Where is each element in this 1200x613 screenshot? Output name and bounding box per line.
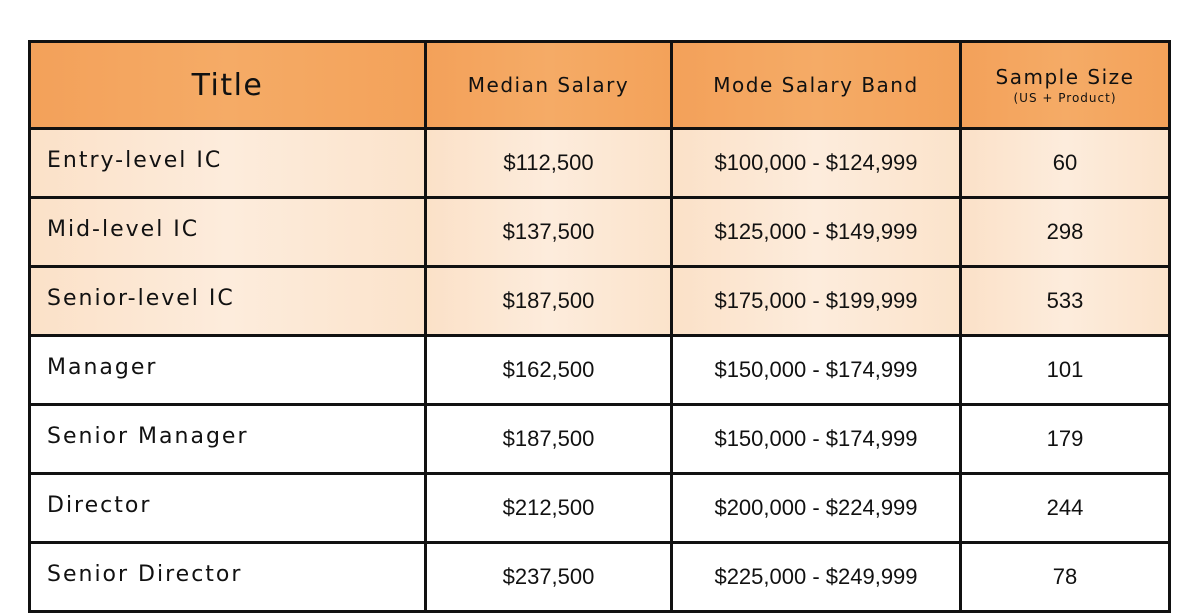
cell-title: Entry-level IC — [30, 129, 426, 198]
header-median-salary: Median Salary — [426, 42, 672, 129]
cell-title: Senior Director — [30, 543, 426, 612]
cell-mode-salary-band: $125,000 - $149,999 — [672, 198, 961, 267]
table-row — [30, 198, 1170, 267]
cell-mode-salary-band: $225,000 - $249,999 — [672, 543, 961, 612]
cell-median-salary: $137,500 — [426, 198, 672, 267]
table-row — [30, 336, 1170, 405]
cell-title: Senior-level IC — [30, 267, 426, 336]
cell-median-salary: $162,500 — [426, 336, 672, 405]
table-row — [30, 543, 1170, 612]
cell-mode-salary-band: $100,000 - $124,999 — [672, 129, 961, 198]
table-row — [30, 474, 1170, 543]
cell-title: Manager — [30, 336, 426, 405]
header-row — [30, 42, 1170, 129]
cell-title: Senior Manager — [30, 405, 426, 474]
cell-sample-size: 298 — [961, 198, 1170, 267]
sample-size-sublabel: (US + Product) — [1013, 91, 1117, 105]
cell-mode-salary-band: $150,000 - $174,999 — [672, 336, 961, 405]
cell-median-salary: $237,500 — [426, 543, 672, 612]
cell-sample-size: 533 — [961, 267, 1170, 336]
table-row — [30, 267, 1170, 336]
cell-median-salary: $187,500 — [426, 405, 672, 474]
cell-mode-salary-band: $200,000 - $224,999 — [672, 474, 961, 543]
cell-mode-salary-band: $175,000 - $199,999 — [672, 267, 961, 336]
table-row — [30, 405, 1170, 474]
header-mode-salary-band: Mode Salary Band — [672, 42, 961, 129]
cell-sample-size: 60 — [961, 129, 1170, 198]
cell-median-salary: $212,500 — [426, 474, 672, 543]
table-row — [30, 129, 1170, 198]
cell-sample-size: 101 — [961, 336, 1170, 405]
cell-median-salary: $112,500 — [426, 129, 672, 198]
cell-sample-size: 179 — [961, 405, 1170, 474]
cell-sample-size: 78 — [961, 543, 1170, 612]
cell-title: Director — [30, 474, 426, 543]
cell-title: Mid-level IC — [30, 198, 426, 267]
cell-sample-size: 244 — [961, 474, 1170, 543]
header-sample-size — [961, 42, 1170, 129]
cell-median-salary: $187,500 — [426, 267, 672, 336]
sample-size-label: Sample Size — [995, 65, 1135, 89]
salary-table — [28, 40, 1171, 613]
header-title: Title — [30, 42, 426, 129]
cell-mode-salary-band: $150,000 - $174,999 — [672, 405, 961, 474]
